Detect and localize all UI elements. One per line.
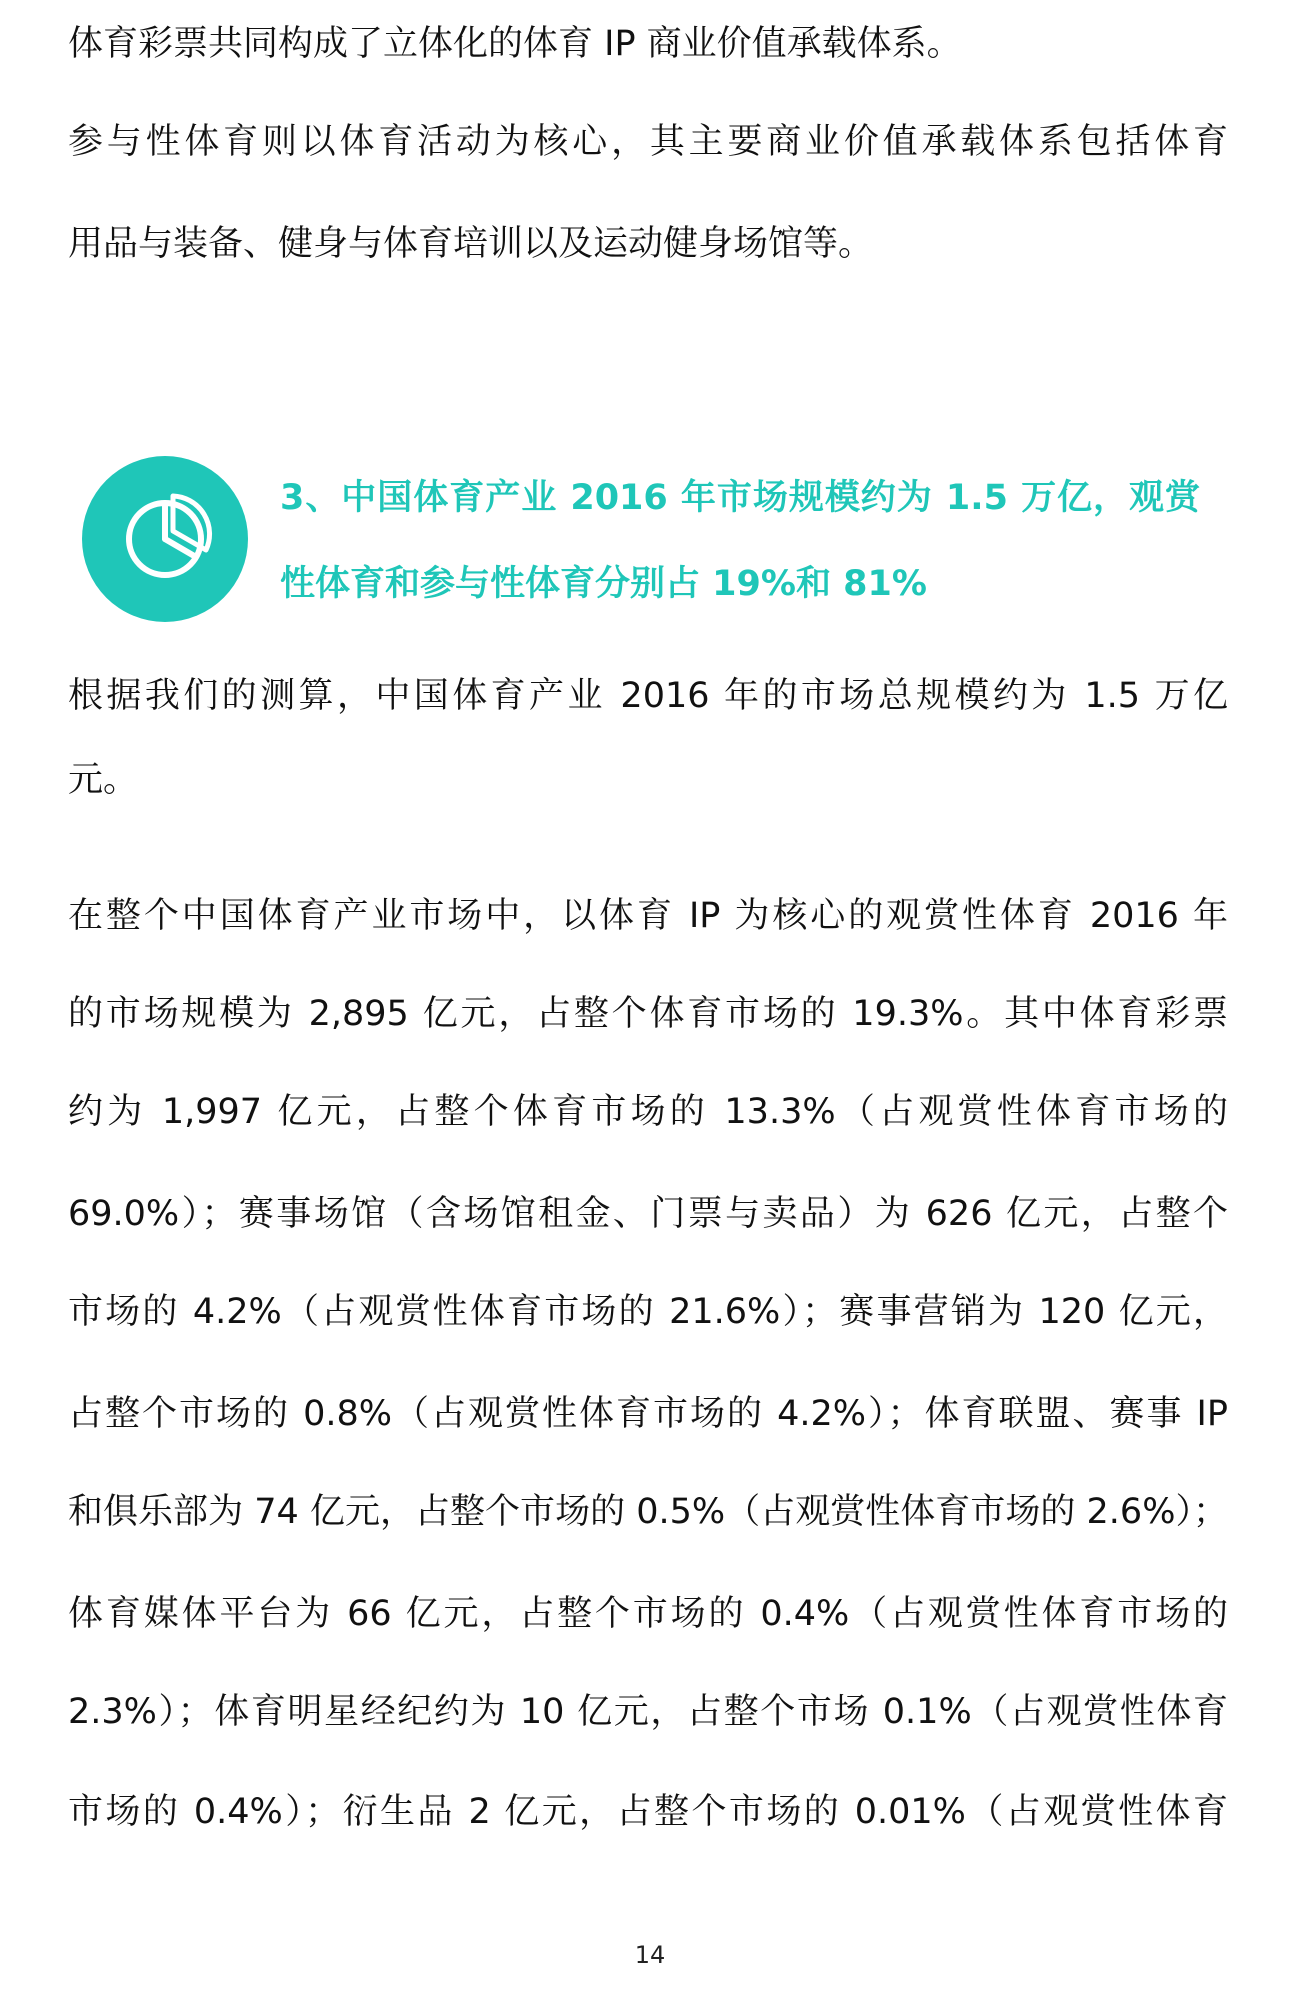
text-line: 和俱乐部为 74 亿元，占整个市场的 0.5%（占观赏性体育市场的 2.6%）；	[68, 1492, 1228, 1532]
text-line: 的市场规模为 2,895 亿元，占整个体育市场的 19.3%。其中体育彩票	[68, 994, 1228, 1034]
text-line: 占整个市场的 0.8%（占观赏性体育市场的 4.2%）；体育联盟、赛事 IP	[68, 1394, 1228, 1434]
text-line: 元。	[68, 760, 139, 800]
text-line: 根据我们的测算，中国体育产业 2016 年的市场总规模约为 1.5 万亿	[68, 676, 1228, 716]
text-line: 参与性体育则以体育活动为核心，其主要商业价值承载体系包括体育	[68, 122, 1228, 162]
text-line: 约为 1,997 亿元，占整个体育市场的 13.3%（占观赏性体育市场的	[68, 1092, 1228, 1132]
text-line: 市场的 4.2%（占观赏性体育市场的 21.6%）；赛事营销为 120 亿元，	[68, 1292, 1228, 1332]
text-line: 在整个中国体育产业市场中，以体育 IP 为核心的观赏性体育 2016 年	[68, 896, 1228, 936]
heading-line: 性体育和参与性体育分别占 19%和 81%	[280, 564, 927, 604]
text-line: 2.3%）；体育明星经纪约为 10 亿元，占整个市场 0.1%（占观赏性体育	[68, 1692, 1228, 1732]
text-line: 体育媒体平台为 66 亿元，占整个市场的 0.4%（占观赏性体育市场的	[68, 1594, 1228, 1634]
heading-line: 3、中国体育产业 2016 年市场规模约为 1.5 万亿，观赏	[280, 478, 1200, 518]
text-line: 用品与装备、健身与体育培训以及运动健身场馆等。	[68, 224, 874, 264]
page-number: 14	[634, 1941, 666, 1969]
pie-chart-icon	[82, 456, 248, 622]
text-line: 69.0%）；赛事场馆（含场馆租金、门票与卖品）为 626 亿元，占整个	[68, 1194, 1228, 1234]
text-line: 体育彩票共同构成了立体化的体育 IP 商业价值承载体系。	[68, 24, 962, 64]
text-line: 市场的 0.4%）；衍生品 2 亿元，占整个市场的 0.01%（占观赏性体育	[68, 1792, 1228, 1832]
